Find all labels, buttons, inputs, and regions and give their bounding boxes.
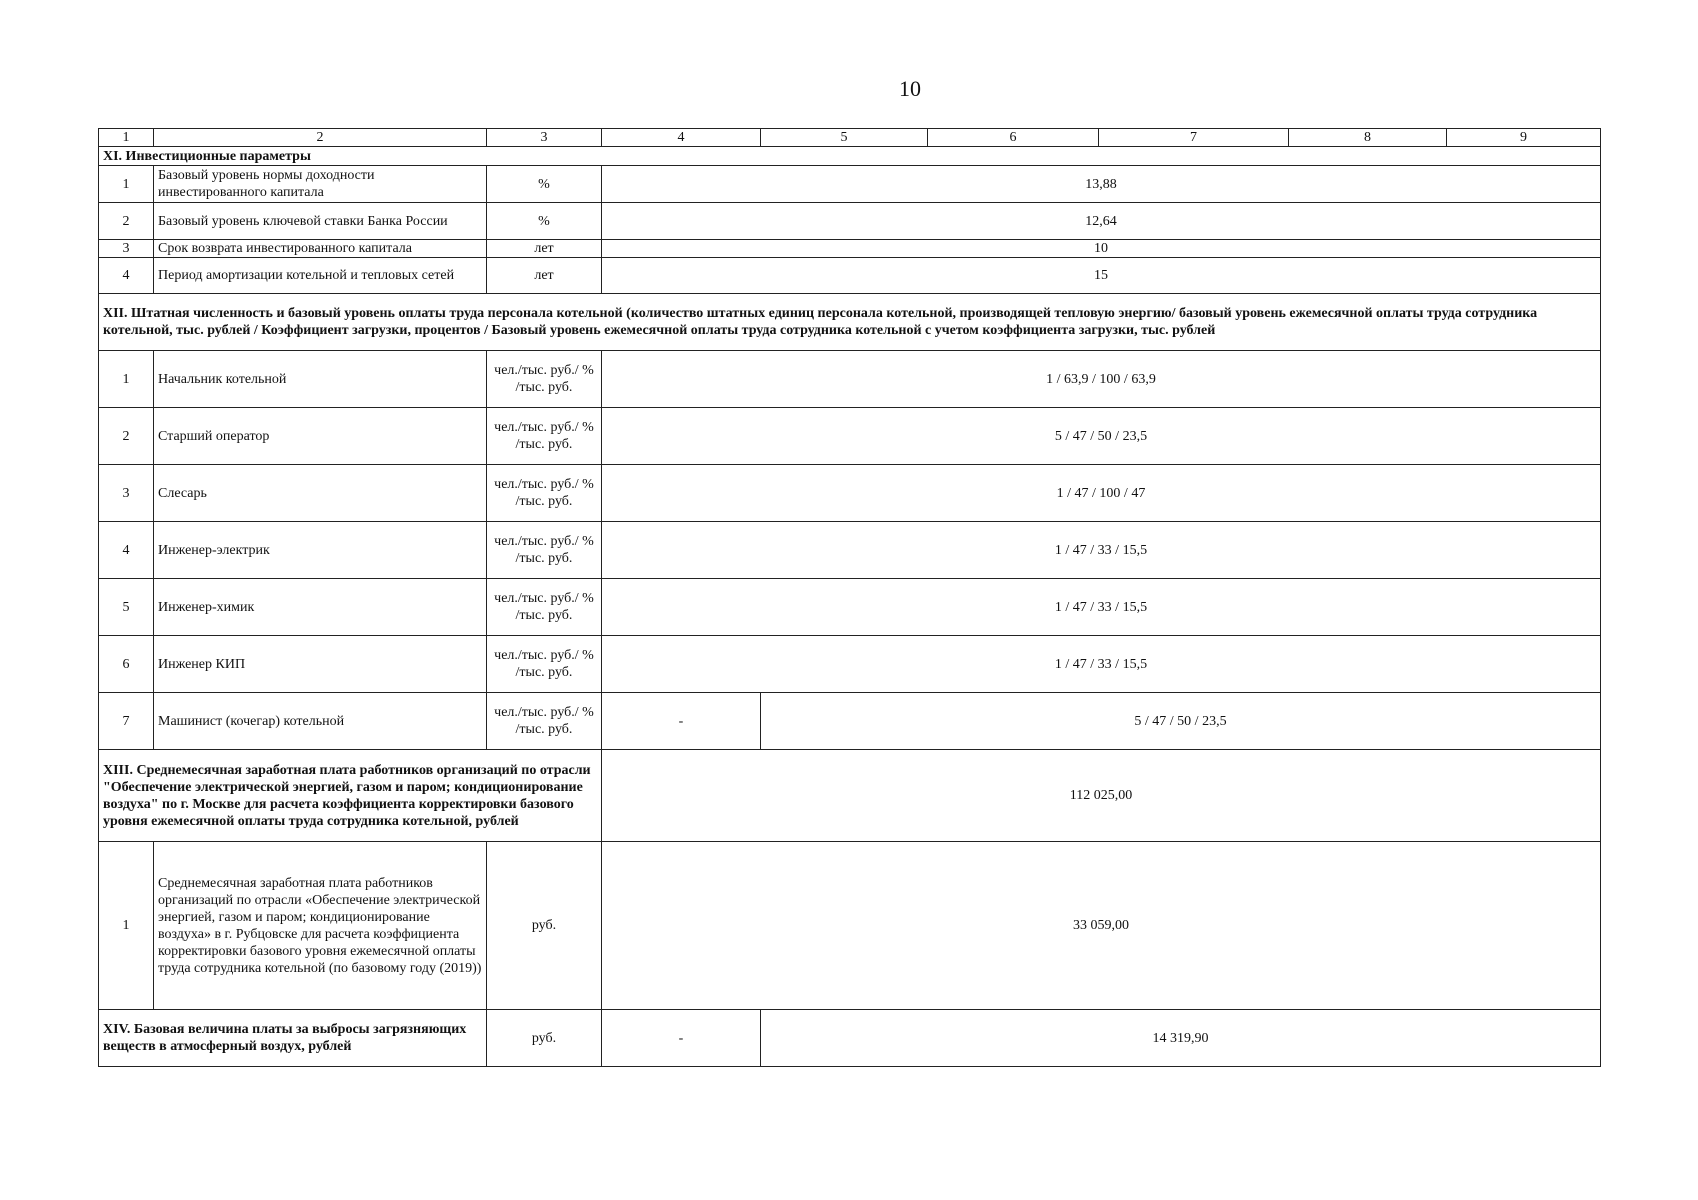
column-number: 5	[761, 129, 928, 147]
table-row	[99, 351, 1601, 408]
table-row	[99, 258, 1601, 294]
row-number: 7	[99, 693, 154, 750]
table-row	[99, 842, 1601, 1010]
row-number: 1	[99, 842, 154, 1010]
row-unit: чел./тыс. руб./ % /тыс. руб.	[487, 693, 602, 750]
table-row	[99, 408, 1601, 465]
row-value: 15	[602, 258, 1601, 294]
row-name: Инженер-химик	[154, 579, 487, 636]
table-row	[99, 465, 1601, 522]
table-row	[99, 636, 1601, 693]
row-name: Инженер КИП	[154, 636, 487, 693]
row-name: Начальник котельной	[154, 351, 487, 408]
row-unit: чел./тыс. руб./ % /тыс. руб.	[487, 579, 602, 636]
row-name: Среднемесячная заработная плата работников организаций по отрасли «Обеспечение электрической энергией, газом и паром; кондиционирование воздуха» в г. Рубцовске для расчета коэффициента корректировки базового уровня ежемесячной оплаты труда сотрудника котельной (по базовому году (2019))	[154, 842, 487, 1010]
table-row	[99, 203, 1601, 240]
table-row	[99, 240, 1601, 258]
column-number: 3	[487, 129, 602, 147]
column-number: 6	[928, 129, 1099, 147]
row-unit: чел./тыс. руб./ % /тыс. руб.	[487, 351, 602, 408]
column-number-row	[99, 129, 1601, 147]
column-number: 1	[99, 129, 154, 147]
row-value: 1 / 63,9 / 100 / 63,9	[602, 351, 1601, 408]
row-dash: -	[602, 1010, 761, 1067]
row-name: Старший оператор	[154, 408, 487, 465]
row-number: 3	[99, 240, 154, 258]
row-number: 4	[99, 522, 154, 579]
column-number: 8	[1289, 129, 1447, 147]
row-value: 1 / 47 / 100 / 47	[602, 465, 1601, 522]
row-value: 1 / 47 / 33 / 15,5	[602, 579, 1601, 636]
row-unit: чел./тыс. руб./ % /тыс. руб.	[487, 465, 602, 522]
section-title-emissions: XIV. Базовая величина платы за выбросы загрязняющих веществ в атмосферный воздух, рублей	[99, 1010, 487, 1067]
row-number: 2	[99, 408, 154, 465]
row-value: 33 059,00	[602, 842, 1601, 1010]
row-unit: чел./тыс. руб./ % /тыс. руб.	[487, 522, 602, 579]
row-unit: %	[487, 166, 602, 203]
row-value: 112 025,00	[602, 750, 1601, 842]
row-name: Инженер-электрик	[154, 522, 487, 579]
row-value: 10	[602, 240, 1601, 258]
column-number: 9	[1447, 129, 1601, 147]
row-unit: руб.	[487, 842, 602, 1010]
row-value: 12,64	[602, 203, 1601, 240]
section-header-row	[99, 147, 1601, 166]
row-value: 5 / 47 / 50 / 23,5	[602, 408, 1601, 465]
table-row	[99, 579, 1601, 636]
page-number: 10	[899, 76, 921, 101]
table-row	[99, 166, 1601, 203]
parameters-table	[98, 128, 1601, 1067]
row-number: 5	[99, 579, 154, 636]
row-dash: -	[602, 693, 761, 750]
row-value: 5 / 47 / 50 / 23,5	[761, 693, 1601, 750]
row-value: 1 / 47 / 33 / 15,5	[602, 636, 1601, 693]
column-number: 7	[1099, 129, 1289, 147]
row-number: 3	[99, 465, 154, 522]
row-name: Базовый уровень ключевой ставки Банка России	[154, 203, 487, 240]
table-row	[99, 522, 1601, 579]
section-title-investment: XI. Инвестиционные параметры	[99, 147, 1601, 166]
row-value: 13,88	[602, 166, 1601, 203]
row-value: 1 / 47 / 33 / 15,5	[602, 522, 1601, 579]
row-number: 2	[99, 203, 154, 240]
section-value-row	[99, 1010, 1601, 1067]
row-unit: руб.	[487, 1010, 602, 1067]
row-name: Период амортизации котельной и тепловых сетей	[154, 258, 487, 294]
row-name: Машинист (кочегар) котельной	[154, 693, 487, 750]
section-title-staff: XII. Штатная численность и базовый уровень оплаты труда персонала котельной (количество штатных единиц персонала котельной, производящей тепловую энергию/ базовый уровень ежемесячной оплаты труда сотрудника котельной, тыс. рублей / Коэффициент загрузки, процентов / Базовый уровень ежемесячной оплаты труда сотрудника котельной с учетом коэффициента загрузки, тыс. рублей	[99, 294, 1601, 351]
row-unit: %	[487, 203, 602, 240]
row-value: 14 319,90	[761, 1010, 1601, 1067]
row-unit: лет	[487, 240, 602, 258]
section-title-salary-moscow: XIII. Среднемесячная заработная плата работников организаций по отрасли "Обеспечение электрической энергией, газом и паром; кондиционирование воздуха" по г. Москве для расчета коэффициента корректировки базового уровня ежемесячной оплаты труда сотрудника котельной, рублей	[99, 750, 602, 842]
table-row	[99, 693, 1601, 750]
row-name: Слесарь	[154, 465, 487, 522]
column-number: 4	[602, 129, 761, 147]
row-number: 1	[99, 351, 154, 408]
row-unit: чел./тыс. руб./ % /тыс. руб.	[487, 636, 602, 693]
row-name: Базовый уровень нормы доходности инвестированного капитала	[154, 166, 487, 203]
row-number: 1	[99, 166, 154, 203]
row-name: Срок возврата инвестированного капитала	[154, 240, 487, 258]
row-number: 6	[99, 636, 154, 693]
column-number: 2	[154, 129, 487, 147]
row-number: 4	[99, 258, 154, 294]
section-value-row	[99, 750, 1601, 842]
row-unit: чел./тыс. руб./ % /тыс. руб.	[487, 408, 602, 465]
section-header-row	[99, 294, 1601, 351]
row-unit: лет	[487, 258, 602, 294]
